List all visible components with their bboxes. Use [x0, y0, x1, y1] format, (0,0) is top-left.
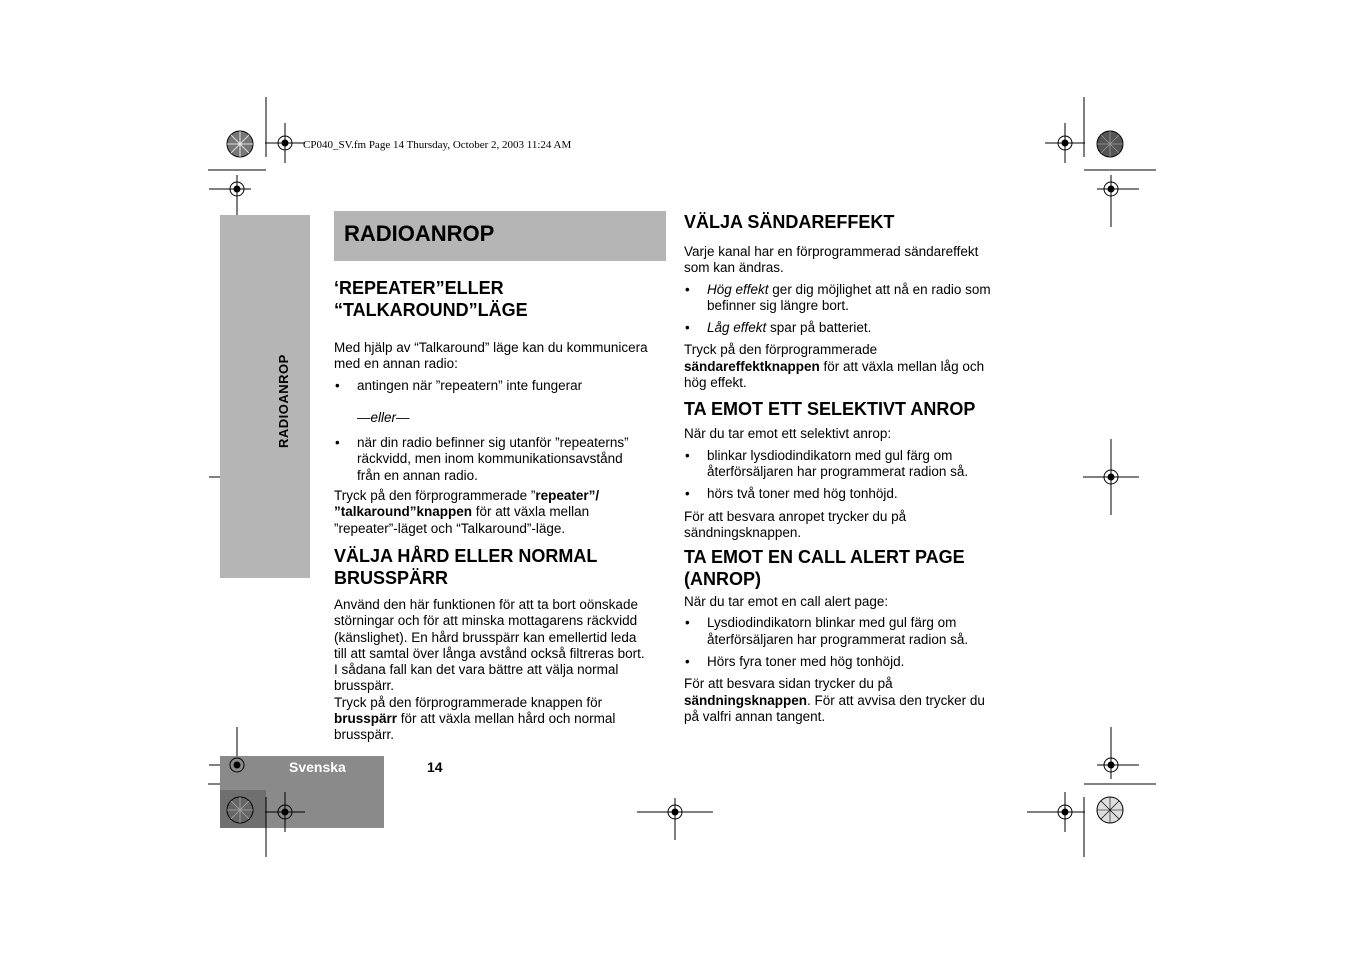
paragraph: Tryck på den förprogrammerade sändareffektknappen för att växla mellan låg och hög effekt.	[684, 342, 985, 391]
registration-mark-icon	[265, 792, 305, 832]
list-item: • hörs två toner med hög tonhöjd.	[684, 486, 1024, 502]
paragraph: När du tar emot ett selektivt anrop:	[684, 426, 892, 442]
page-title: RADIOANROP	[344, 221, 495, 246]
section-heading-sandareffekt: VÄLJA SÄNDAREFFEKT	[684, 212, 895, 232]
side-tab-label: RADIOANROP	[276, 354, 291, 448]
paragraph: För att besvara sidan trycker du på sändningsknappen. För att avvisa den trycker du på valfri annan tangent.	[684, 676, 985, 724]
section-heading-repeater: ‘REPEATER”ELLER “TALKAROUND”LÄGE	[334, 278, 528, 320]
section-heading-brusspärr: VÄLJA HÅRD ELLER NORMAL BRUSSPÄRR	[334, 545, 598, 588]
paragraph: För att besvara anropet trycker du på sändningsknappen.	[684, 508, 907, 540]
paragraph: Använd den här funktionen för att ta bort oönskade störningar och för att minska mottagarens räckvidd (känslighet). En hård brusspärr kan emellertid leda till att samtal över långa avstånd också filtreras bort. I sådana fall kan det vara bättre att välja normal brusspärr.	[334, 596, 645, 694]
list-item: • blinkar lysdiodindikatorn med gul färg om återförsäljaren har programmerat radion så.	[684, 448, 1024, 481]
section-heading-selektivt-anrop: TA EMOT ETT SELEKTIVT ANROP	[684, 399, 976, 420]
registration-mark-icon	[230, 758, 244, 772]
list-item: • Lysdiodindikatorn blinkar med gul färg om återförsäljaren har programmerat radion så.	[684, 615, 1024, 648]
paragraph: Tryck på den förprogrammerade ”repeater”/ ”talkaround”knappen för att växla mellan ”repeater”-läget och “Talkaround”-läge.	[334, 488, 600, 536]
section-heading-call-alert: TA EMOT EN CALL ALERT PAGE (ANROP)	[684, 547, 965, 590]
file-info-header: CP040_SV.fm Page 14 Thursday, October 2, 2003 11:24 AM	[303, 139, 572, 151]
paragraph: Varje kanal har en förprogrammerad sändareffekt som kan ändras.	[684, 244, 979, 276]
footer-language: Svenska	[289, 759, 346, 775]
list-item: • Hög effekt ger dig möjlighet att nå en radio som befinner sig längre bort.	[684, 282, 1024, 315]
paragraph: Tryck på den förprogrammerade knappen för brusspärr för att växla mellan hård och normal brusspärr.	[334, 694, 616, 743]
list-item: • när din radio befinner sig utanför ”repeaterns” räckvidd, men inom kommunikationsavstånd från en annan radio.	[334, 435, 669, 484]
starburst-mark-icon	[227, 797, 253, 823]
or-separator: —eller—	[357, 409, 410, 425]
page-number: 14	[427, 759, 443, 775]
list-item: • Låg effekt spar på batteriet.	[684, 320, 1024, 336]
list-item: • antingen när ”repeatern” inte fungerar	[334, 378, 669, 394]
paragraph: När du tar emot en call alert page:	[684, 594, 889, 610]
paragraph: Med hjälp av “Talkaround” läge kan du kommunicera med en annan radio:	[334, 340, 648, 372]
list-item: • Hörs fyra toner med hög tonhöjd.	[684, 654, 1024, 670]
